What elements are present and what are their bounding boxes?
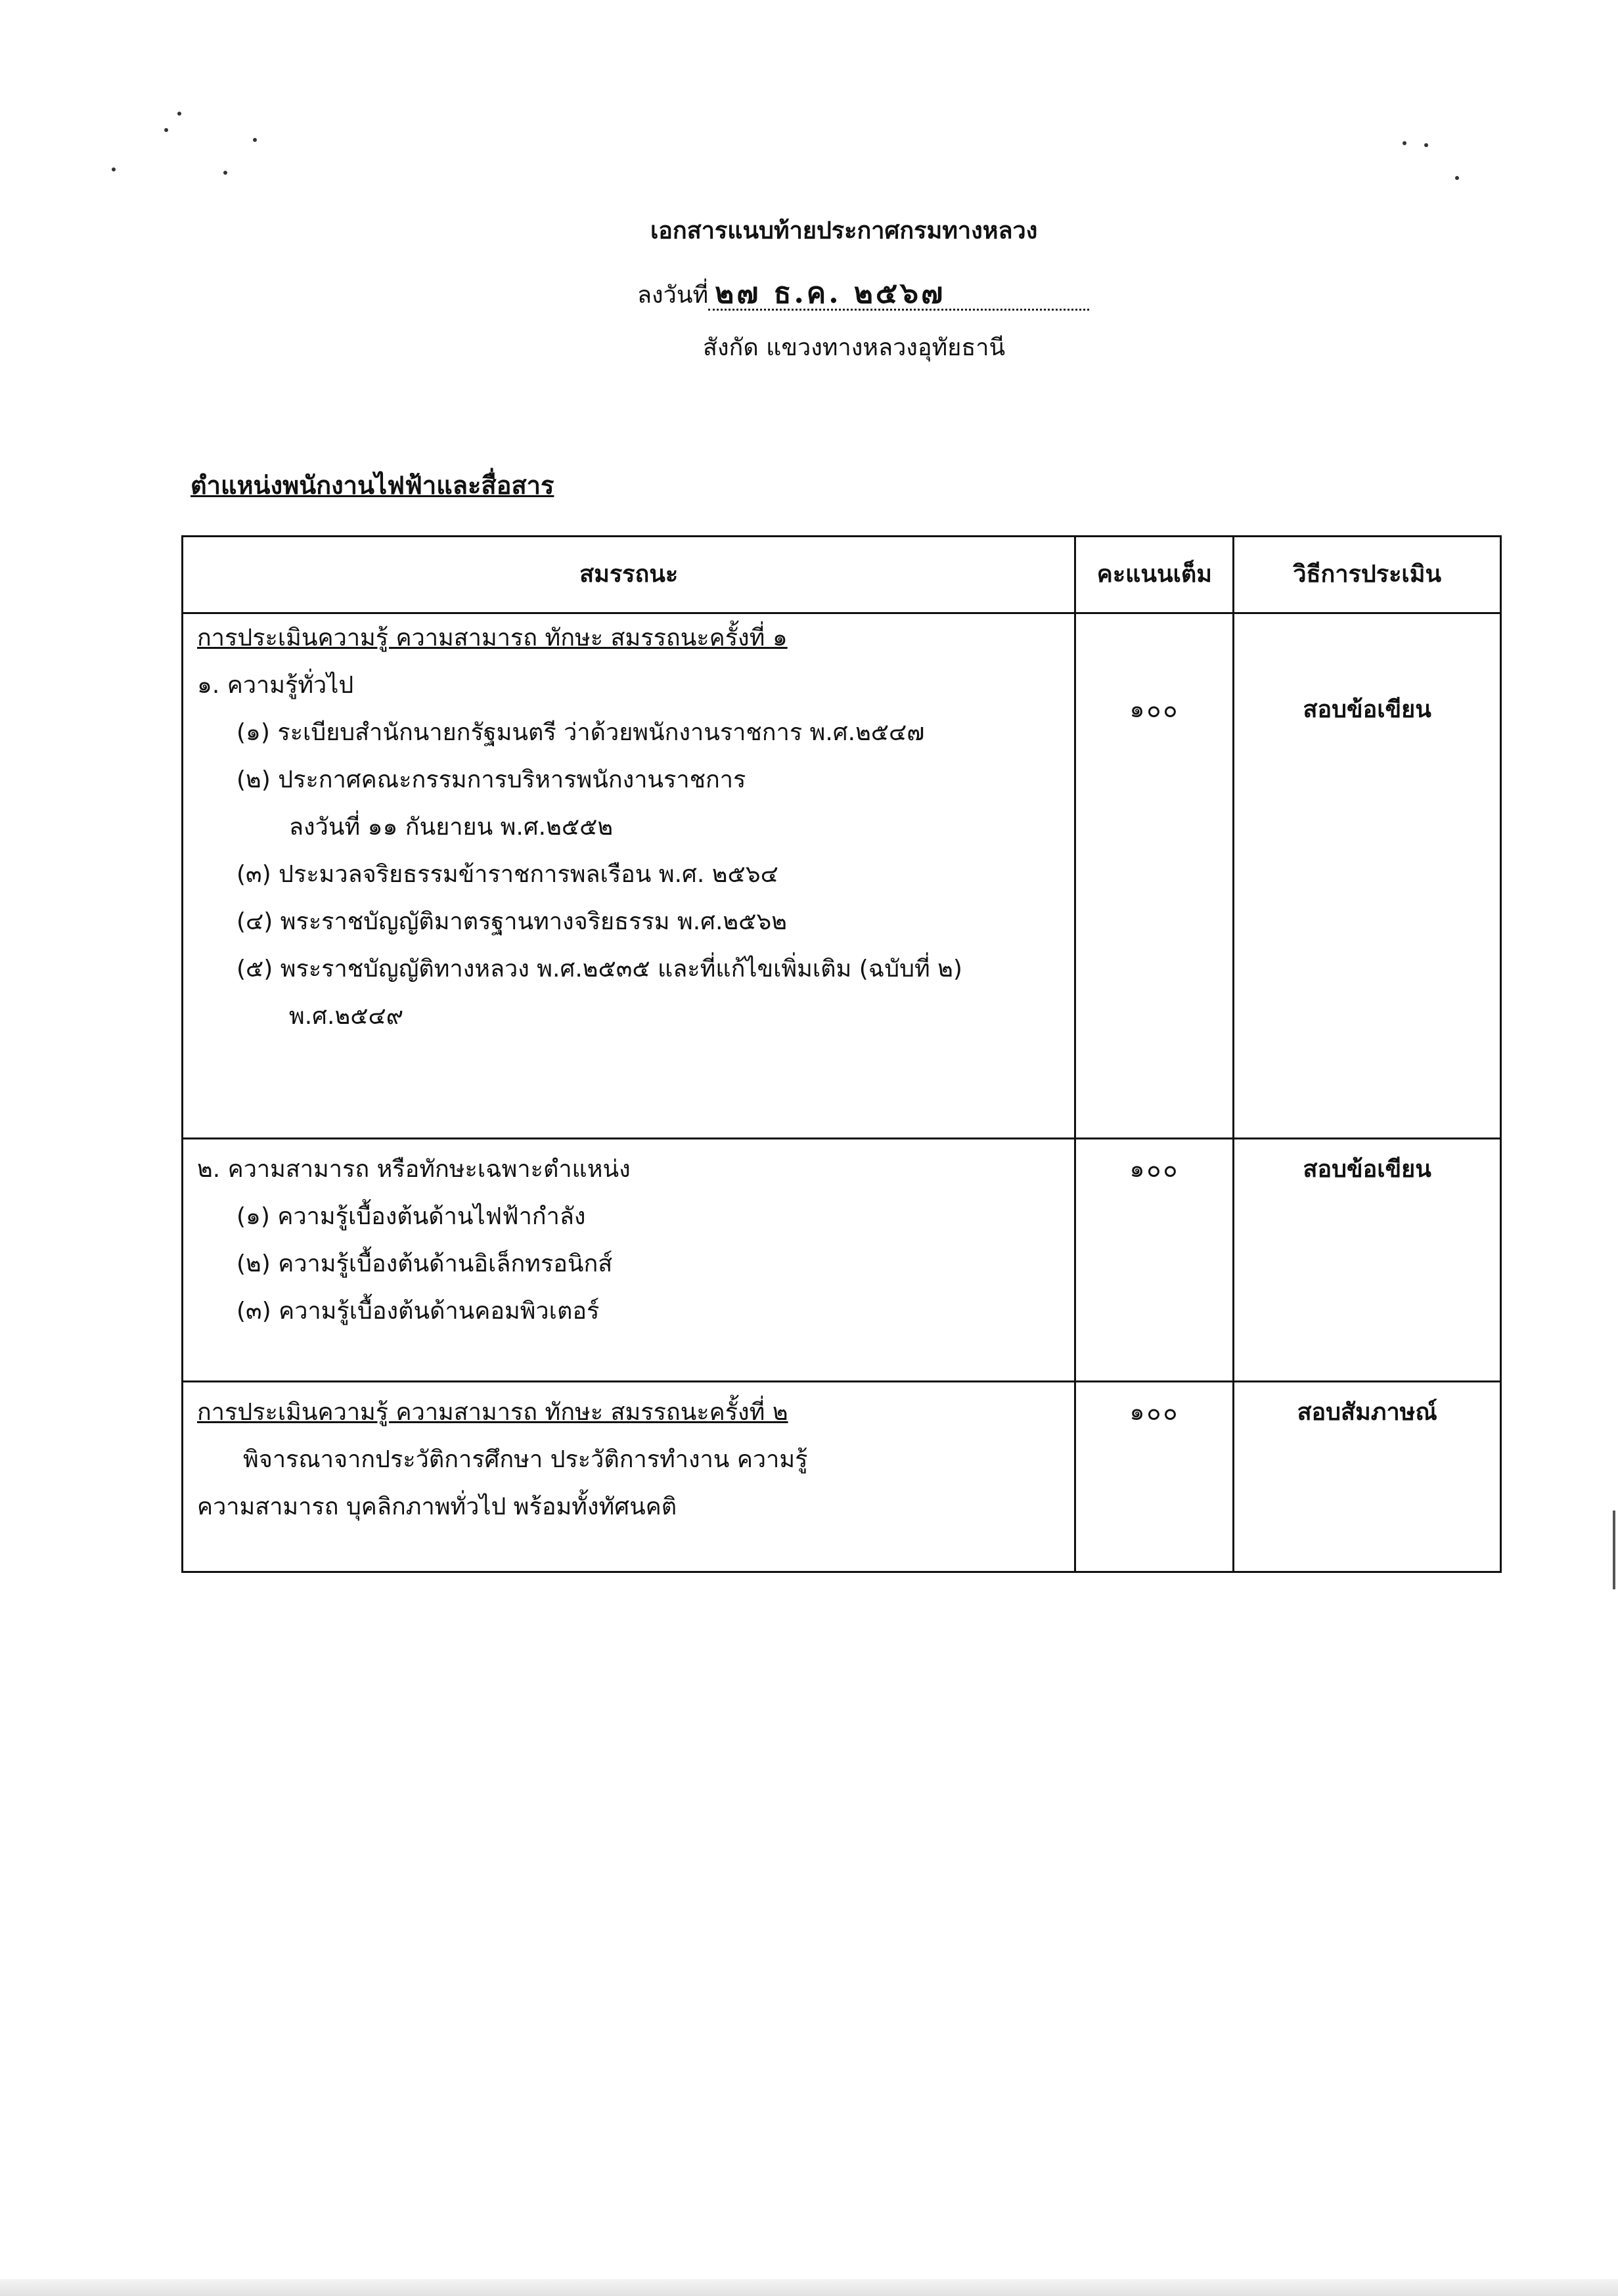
list-item: (๒) ความรู้เบื้องต้นด้านอิเล็กทรอนิกส์ (236, 1250, 613, 1277)
scan-speck (1424, 143, 1428, 147)
scan-edge (0, 2279, 1618, 2296)
item2-label: ๒. ความสามารถ หรือทักษะเฉพาะตำแหน่ง (197, 1156, 631, 1183)
document-title: เอกสารแนบท้ายประกาศกรมทางหลวง (650, 217, 1038, 244)
date-label: ลงวันที่ (637, 282, 709, 309)
list-item: (๑) ความรู้เบื้องต้นด้านไฟฟ้ากำลัง (236, 1203, 586, 1230)
competency-cell (183, 1139, 1075, 1382)
position-title: ตำแหน่งพนักงานไฟฟ้าและสื่อสาร (191, 471, 554, 500)
scan-artifact (1613, 1511, 1615, 1589)
scan-speck (164, 128, 168, 132)
scan-speck (1455, 176, 1459, 180)
score-cell: ๑๐๐ (1075, 613, 1234, 1139)
list-item: (๔) พระราชบัญญัติมาตรฐานทางจริยธรรม พ.ศ.๒๕๖๒ (236, 908, 787, 935)
list-item: (๑) ระเบียบสำนักนายกรัฐมนตรี ว่าด้วยพนักงานราชการ พ.ศ.๒๕๔๗ (236, 719, 925, 746)
scan-speck (112, 167, 116, 171)
list-item: (๕) พระราชบัญญัติทางหลวง พ.ศ.๒๕๓๕ และที่แก้ไขเพิ่มเติม (ฉบับที่ ๒) (236, 956, 962, 982)
list-item: พ.ศ.๒๕๔๙ (289, 1003, 404, 1030)
table-row (183, 1139, 1501, 1382)
competency-cell (183, 1382, 1075, 1572)
scan-speck (1403, 141, 1406, 145)
score-cell: ๑๐๐ (1075, 1382, 1234, 1572)
header-full-score: คะแนนเต็ม (1075, 537, 1234, 613)
date-value: ๒๗ ธ.ค. ๒๕๖๗ (708, 278, 1089, 311)
method-cell: สอบข้อเขียน (1234, 613, 1501, 1139)
paragraph-line: ความสามารถ บุคลิกภาพทั่วไป พร้อมทั้งทัศนคติ (197, 1493, 677, 1520)
paragraph-line: พิจารณาจากประวัติการศึกษา ประวัติการทำงาน ความรู้ (243, 1446, 808, 1473)
item1-label: ๑. ความรู้ทั่วไป (197, 672, 354, 699)
list-item: (๓) ความรู้เบื้องต้นด้านคอมพิวเตอร์ (236, 1298, 600, 1325)
list-item: (๓) ประมวลจริยธรรมข้าราชการพลเรือน พ.ศ. ๒๕๖๔ (236, 861, 778, 888)
competency-cell (183, 613, 1075, 1139)
scan-speck (223, 171, 227, 175)
list-item: (๒) ประกาศคณะกรรมการบริหารพนักงานราชการ (236, 766, 746, 793)
method-cell: สอบข้อเขียน (1234, 1139, 1501, 1382)
scan-speck (177, 112, 181, 116)
score-cell: ๑๐๐ (1075, 1139, 1234, 1382)
table-row (183, 613, 1501, 1139)
competency-table (181, 535, 1502, 1573)
affiliation: สังกัด แขวงทางหลวงอุทัยธานี (703, 334, 1006, 361)
table-row (183, 1382, 1501, 1572)
header-method: วิธีการประเมิน (1234, 537, 1501, 613)
date-row (637, 276, 1089, 313)
section2-heading: การประเมินความรู้ ความสามารถ ทักษะ สมรรถนะครั้งที่ ๒ (197, 1399, 788, 1426)
list-item: ลงวันที่ ๑๑ กันยายน พ.ศ.๒๕๕๒ (289, 814, 614, 841)
table-header-row (183, 537, 1501, 613)
header-competency: สมรรถนะ (183, 537, 1075, 613)
section1-heading: การประเมินความรู้ ความสามารถ ทักษะ สมรรถนะครั้งที่ ๑ (197, 625, 788, 651)
scan-speck (253, 138, 257, 142)
method-cell: สอบสัมภาษณ์ (1234, 1382, 1501, 1572)
